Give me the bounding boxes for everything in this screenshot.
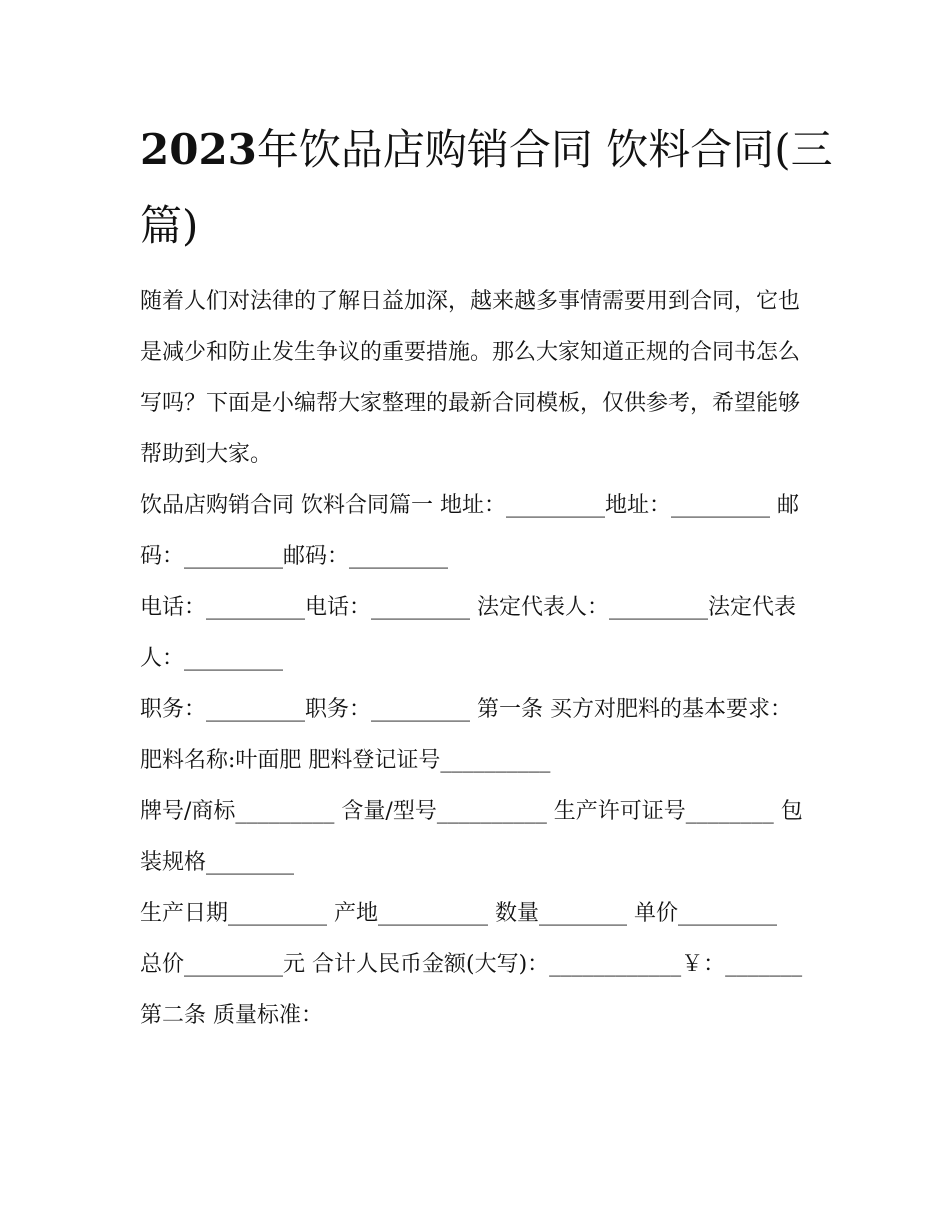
- intro-paragraph: 随着人们对法律的了解日益加深，越来越多事情需要用到合同，它也是减少和防止发生争议的重要措施。那么大家知道正规的合同书怎么写吗？下面是小编帮大家整理的最新合同模板，仅供参考，希望能够帮助到大家。: [140, 289, 801, 467]
- production-line: 生产日期_________ 产地__________ 数量________ 单价_________: [140, 901, 777, 926]
- brand-line: 牌号/商标_________ 含量/型号__________ 生产许可证号________ 包装规格________: [140, 799, 803, 875]
- title-text: 年饮品店购销合同 饮料合同(三篇): [140, 125, 833, 250]
- address-line: 饮品店购销合同 饮料合同篇一 地址：_________地址：_________ 邮码：_________邮码：_________: [140, 493, 799, 569]
- document-body: [140, 276, 820, 1041]
- title-year: 2023: [140, 125, 257, 174]
- document-title: [140, 112, 840, 264]
- total-line: 总价_________元 合计人民币金额(大写)：____________￥：_______ 第二条 质量标准：: [140, 952, 810, 1028]
- phone-line: 电话：_________电话：_________ 法定代表人：_________法定代表人：_________: [140, 595, 796, 671]
- position-line: 职务：_________职务：_________ 第一条 买方对肥料的基本要求： 肥料名称:叶面肥 肥料登记证号__________: [140, 697, 799, 773]
